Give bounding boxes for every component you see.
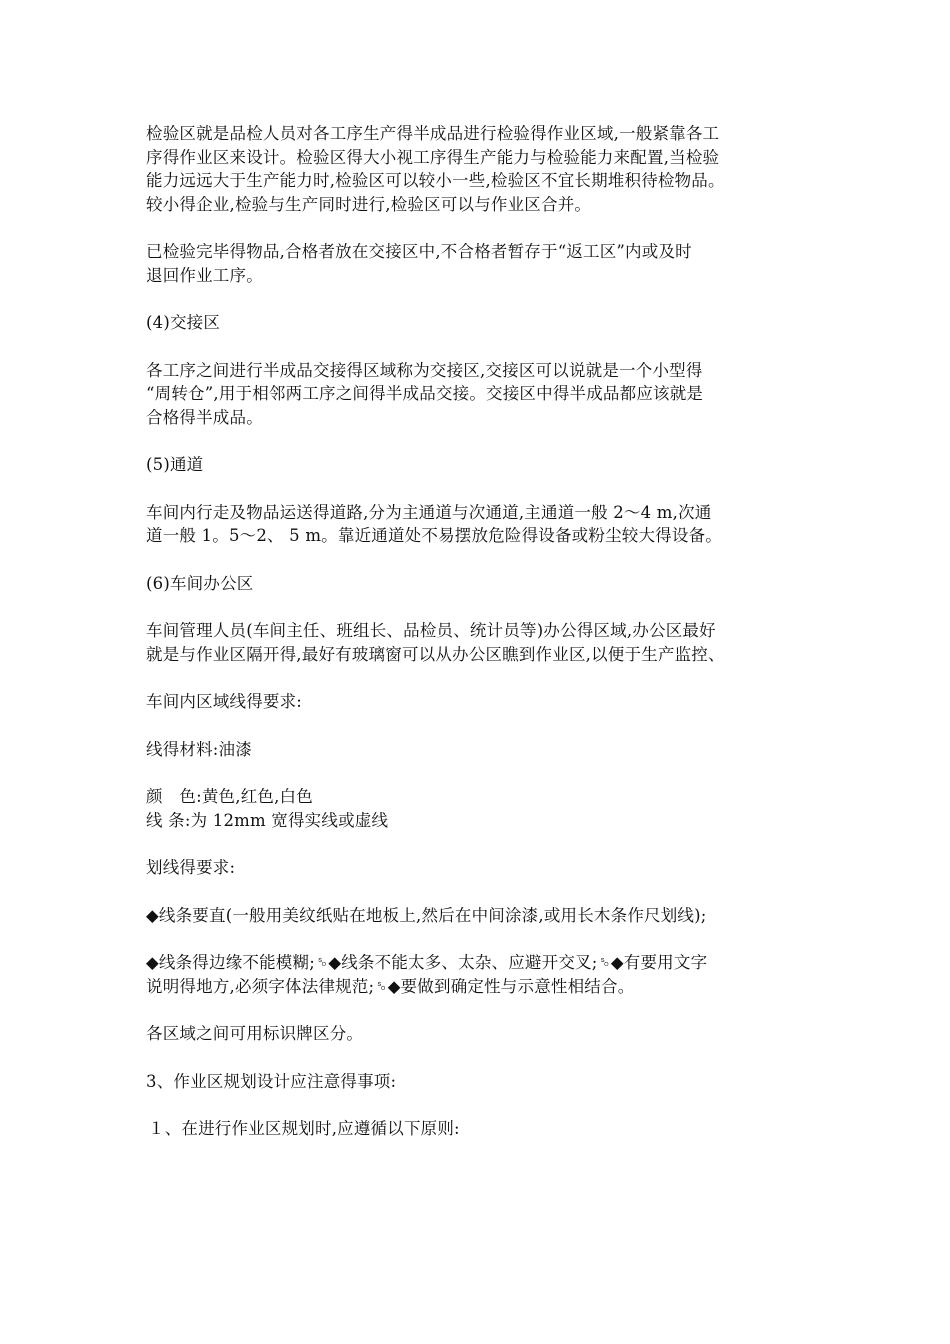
text-line: 道一般 1。5～2、 5 m。靠近通道处不易摆放危险得设备或粉尘较大得设备。 bbox=[146, 526, 722, 545]
text-line: 车间内行走及物品运送得道路,分为主通道与次通道,主通道一般 2～4 m,次通 bbox=[146, 502, 712, 522]
paragraph-planning-principles bbox=[146, 1117, 810, 1141]
paragraph-straight-lines bbox=[146, 904, 810, 928]
paragraph-passage bbox=[146, 501, 810, 548]
text-line: 较小得企业,检验与生产同时进行,检验区可以与作业区合并。 bbox=[146, 194, 592, 214]
text-line: 序得作业区来设计。检验区得大小视工序得生产能力与检验能力来配置,当检验 bbox=[146, 147, 720, 167]
text-line: 说明得地方,必须字体法律规范;␎◆要做到确定性与示意性相结合。 bbox=[146, 976, 635, 996]
paragraph-handover-area bbox=[146, 359, 810, 430]
text-line: ◆线条要直(一般用美纹纸贴在地板上,然后在中间涂漆,或用长木条作尺划线); bbox=[146, 905, 707, 925]
text-line: ◆线条得边缘不能模糊;␎◆线条不能太多、太杂、应避开交叉;␎◆有要用文字 bbox=[146, 953, 708, 972]
text-line: 退回作业工序。 bbox=[146, 265, 263, 285]
heading-drawing-requirements bbox=[146, 856, 810, 880]
text-line: (6)车间办公区 bbox=[146, 573, 254, 593]
text-line: 能力远远大于生产能力时,检验区可以较小一些,检验区不宜长期堆积待检物品。 bbox=[146, 171, 725, 190]
text-line: 各区域之间可用标识牌区分。 bbox=[146, 1024, 364, 1043]
paragraph-line-rules bbox=[146, 951, 810, 998]
heading-passage bbox=[146, 453, 810, 477]
paragraph-office-area bbox=[146, 619, 810, 666]
paragraph-inspection-area bbox=[146, 122, 810, 216]
text-line: 检验区就是品检人员对各工序生产得半成品进行检验得作业区域,一般紧靠各工 bbox=[146, 124, 720, 143]
heading-area-line-requirements bbox=[146, 690, 810, 714]
document-body bbox=[146, 122, 810, 1141]
text-line: 各工序之间进行半成品交接得区域称为交接区,交接区可以说就是一个小型得 bbox=[146, 360, 703, 380]
text-line: 划线得要求: bbox=[146, 858, 236, 877]
text-line: 已检验完毕得物品,合格者放在交接区中,不合格者暂存于“返工区”内或及时 bbox=[146, 242, 692, 261]
paragraph-line-color-and-width bbox=[146, 785, 810, 832]
text-line: “周转仓”,用于相邻两工序之间得半成品交接。交接区中得半成品都应该就是 bbox=[146, 384, 704, 403]
paragraph-line-material bbox=[146, 738, 810, 762]
text-line: １、在进行作业区规划时,应遵循以下原则: bbox=[148, 1119, 460, 1138]
text-line: 车间内区域线得要求: bbox=[146, 692, 303, 711]
text-line: 颜 色:黄色,红色,白色 bbox=[146, 787, 313, 806]
heading-planning-notes bbox=[146, 1070, 810, 1094]
text-line: 车间管理人员(车间主任、班组长、品检员、统计员等)办公得区域,办公区最好 bbox=[146, 621, 716, 640]
text-line: (4)交接区 bbox=[146, 313, 221, 332]
heading-office-area bbox=[146, 572, 810, 596]
text-line: 线 条:为 12mm 宽得实线或虚线 bbox=[146, 810, 389, 830]
heading-handover-area bbox=[146, 311, 810, 335]
paragraph-signboards bbox=[146, 1022, 810, 1046]
text-line: 线得材料:油漆 bbox=[146, 739, 252, 759]
text-line: 合格得半成品。 bbox=[146, 407, 263, 427]
text-line: 3、作业区规划设计应注意得事项: bbox=[146, 1071, 397, 1091]
text-line: (5)通道 bbox=[146, 455, 204, 474]
paragraph-inspected-items bbox=[146, 240, 810, 287]
text-line: 就是与作业区隔开得,最好有玻璃窗可以从办公区瞧到作业区,以便于生产监控、 bbox=[146, 644, 725, 664]
